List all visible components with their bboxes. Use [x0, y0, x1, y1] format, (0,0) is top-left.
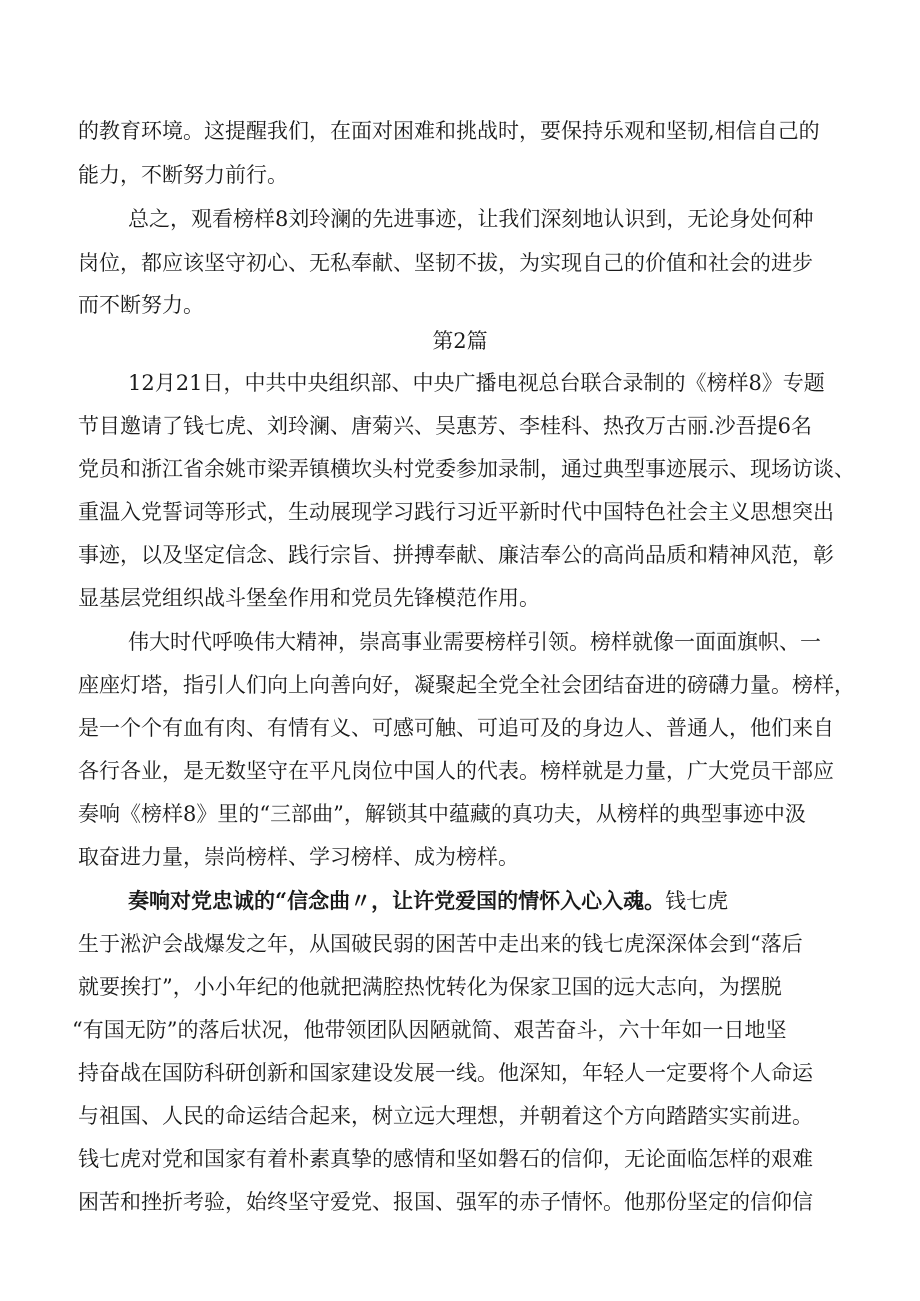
paragraph-1-line-1: 的教育环境。这提醒我们，在面对困难和挑战时，要保持乐观和坚韧,相信自己的: [78, 119, 820, 143]
section-heading: 第2篇: [432, 329, 488, 353]
paragraph-3-line-3: 党员和浙江省余姚市梁弄镇横坎头村党委参加录制，通过典型事迹展示、现场访谈、: [78, 457, 855, 481]
paragraph-4-line-4: 各行各业，是无数坚守在平凡岗位中国人的代表。榜样就是力量，广大党员干部应: [78, 759, 834, 783]
paragraph-3-line-5: 事迹，以及坚定信念、践行宗旨、拼搏奉献、廉洁奉公的高尚品质和精神风范，彰: [78, 543, 834, 567]
paragraph-1-line-2: 能力，不断努力前行。: [78, 163, 288, 187]
paragraph-3-line-1: 12月21日，中共中央组织部、中央广播电视总台联合录制的《榜样8》专题: [128, 371, 825, 395]
paragraph-5-line-6: 与祖国、人民的命运结合起来，树立远大理想，并朝着这个方向踏踏实实前进。: [78, 1104, 813, 1128]
paragraph-5-line-2: 生于淞沪会战爆发之年，从国破民弱的困苦中走出来的钱七虎深深体会到“落后: [78, 932, 803, 956]
paragraph-5-line-8: 困苦和挫折考验，始终坚守爱党、报国、强军的赤子情怀。他那份坚定的信仰信: [78, 1190, 813, 1214]
paragraph-5-line-1: [128, 886, 728, 916]
paragraph-4-line-3: 是一个个有血有肉、有情有义、可感可触、可追可及的身边人、普通人，他们来自: [78, 716, 834, 740]
paragraph-3-line-6: 显基层党组织战斗堡垒作用和党员先锋模范作用。: [78, 586, 540, 610]
paragraph-5-line-4: “有国无防”的落后状况，他带领团队因陋就简、艰苦奋斗，六十年如一日地坚: [72, 1018, 787, 1042]
paragraph-5-line-7: 钱七虎对党和国家有着朴素真挚的感情和坚如磐石的信仰，无论面临怎样的艰难: [78, 1147, 813, 1171]
paragraph-5-lead-rest: 钱七虎: [665, 889, 729, 913]
paragraph-2-line-2: 岗位，都应该坚守初心、无私奉献、坚韧不拔，为实现自己的价值和社会的进步: [78, 251, 813, 275]
paragraph-4-line-2: 座座灯塔，指引人们向上向善向好，凝聚起全党全社会团结奋进的磅礴力量。榜样，: [78, 673, 855, 697]
paragraph-2-line-3: 而不断努力。: [78, 293, 204, 317]
paragraph-5-line-3: 就要挨打”，小小年纪的他就把满腔热忱转化为保家卫国的远大志向，为摆脱: [78, 975, 782, 999]
paragraph-5-line-5: 持奋战在国防科研创新和国家建设发展一线。他深知，年轻人一定要将个人命运: [78, 1061, 813, 1085]
paragraph-3-line-2: 节目邀请了钱七虎、刘玲澜、唐菊兴、吴惠芳、李桂科、热孜万古丽.沙吾提6名: [78, 414, 813, 438]
paragraph-4-line-5: 奏响《榜样8》里的“三部曲”，解锁其中蕴藏的真功夫，从榜样的典型事迹中汲: [78, 802, 806, 826]
paragraph-3-line-4: 重温入党誓词等形式，生动展现学习践行习近平新时代中国特色社会主义思想突出: [78, 500, 834, 524]
paragraph-5-lead: 奏响对党忠诚的“信念曲〃，让许党爱国的情怀入心入魂。: [128, 888, 666, 913]
paragraph-4-line-6: 取奋进力量，崇尚榜样、学习榜样、成为榜样。: [78, 845, 519, 869]
paragraph-2-line-1: 总之，观看榜样8刘玲澜的先进事迹，让我们深刻地认识到，无论身处何种: [128, 207, 814, 231]
paragraph-4-line-1: 伟大时代呼唤伟大精神，崇高事业需要榜样引领。榜样就像一面面旗帜、一: [128, 630, 821, 654]
